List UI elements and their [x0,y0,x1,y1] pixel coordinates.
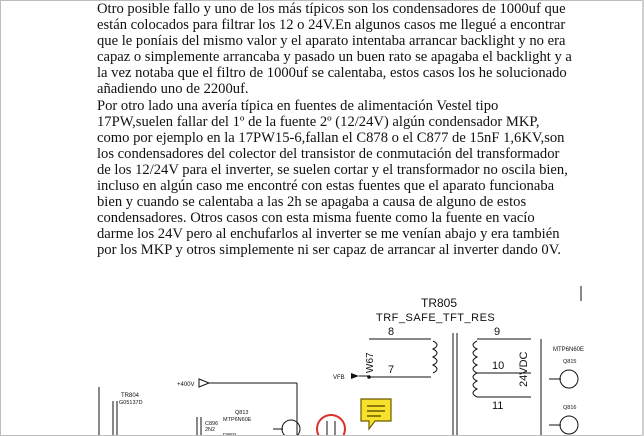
right-winding [473,326,531,412]
transformer-name: TRF_SAFE_TFT_RES [376,312,496,324]
text-line: Otro posible fallo y uno de los más típicos son los condensadores de 1000uf que [97,1,566,17]
ref-q816: Q816 [563,405,577,411]
text-line: por los MKP y otros simplemente ni ser capaz de arrancar al inverter dando 0V. [97,242,562,259]
text-line: los condensadores del colector del transistor de conmutación del transformador [97,145,560,162]
pin-11: 11 [492,400,504,412]
schematic-image [1,1,644,436]
right-transistors [541,286,584,436]
ref-c896: C896 [205,421,219,427]
net-vfb: VFB [333,375,345,381]
transformer-ref: TR805 [421,296,458,310]
transistor-label: MTP6N60E [553,347,585,353]
text-line: están colocados para filtrar los 12 o 24V.En algunos casos me llegué a encontrar [97,17,566,34]
text-line: como por ejemplo en la 17PW15-6,fallan el C878 o el C877 de 15nF 1,6KV,son [97,129,565,146]
transistor-label-left: MTP6N60E [223,417,252,423]
pin-9: 9 [494,326,501,338]
text-line: incluso en algún caso me encontré con estas fuentes que el aparato funcionaba [97,178,555,195]
ref-tr804: TR804 [121,393,140,399]
text-line: condensadores. Otros casos con esta misma fuente como la fuente en vacío [97,210,535,227]
text-line: de los 12/24V para el inverter, se suelen cortar y el transformador no oscila bien, [97,161,568,178]
pin-7: 7 [388,364,395,376]
vfb-net [333,373,369,381]
text-line: 17PW,suelen fallar del 1º de la fuente 2º (12/24V) algún condensador MKP, [97,113,540,130]
net-400v-group [177,379,297,436]
ref-g05137d: G05137D [119,400,143,406]
net-400v: +400V [177,382,195,388]
highlight-circle [317,415,345,436]
text-line: bien y cuando se calentaba a las 2h se apagaba a causa de alguno de estos [97,194,527,211]
text-line: añadiendo uno de 2200uf. [97,81,249,98]
text-line: que le poníais del mismo valor y el aparato intentaba arrancar backlight y no era [97,33,566,50]
pin-8: 8 [388,326,395,338]
ref-q813: Q813 [235,410,249,416]
left-winding [365,326,437,379]
left-components [99,387,300,436]
cap-value: 2N2 [205,427,216,433]
text-line: capaz o simplemente arrancaba y pasado un buen rato se apagaba el backlight y a [97,49,572,66]
ref-q815: Q815 [563,359,577,365]
left-winding-label: W67 [365,352,376,373]
sticky-note-icon[interactable] [361,399,391,429]
text-line: Por otro lado una avería típica en fuentes de alimentación Vestel tipo [97,97,499,114]
pin-10: 10 [492,360,505,372]
right-winding-label: 24VDC [518,351,530,387]
text-line: la vez notaba que el filtro de 1000uf se calentaba, estos casos los he solucionado [97,65,567,82]
ref-r869: R869 [223,433,237,436]
text-line: darme los 24V pero al enchufarlos al inverter se me venían abajo y era también [97,226,560,243]
